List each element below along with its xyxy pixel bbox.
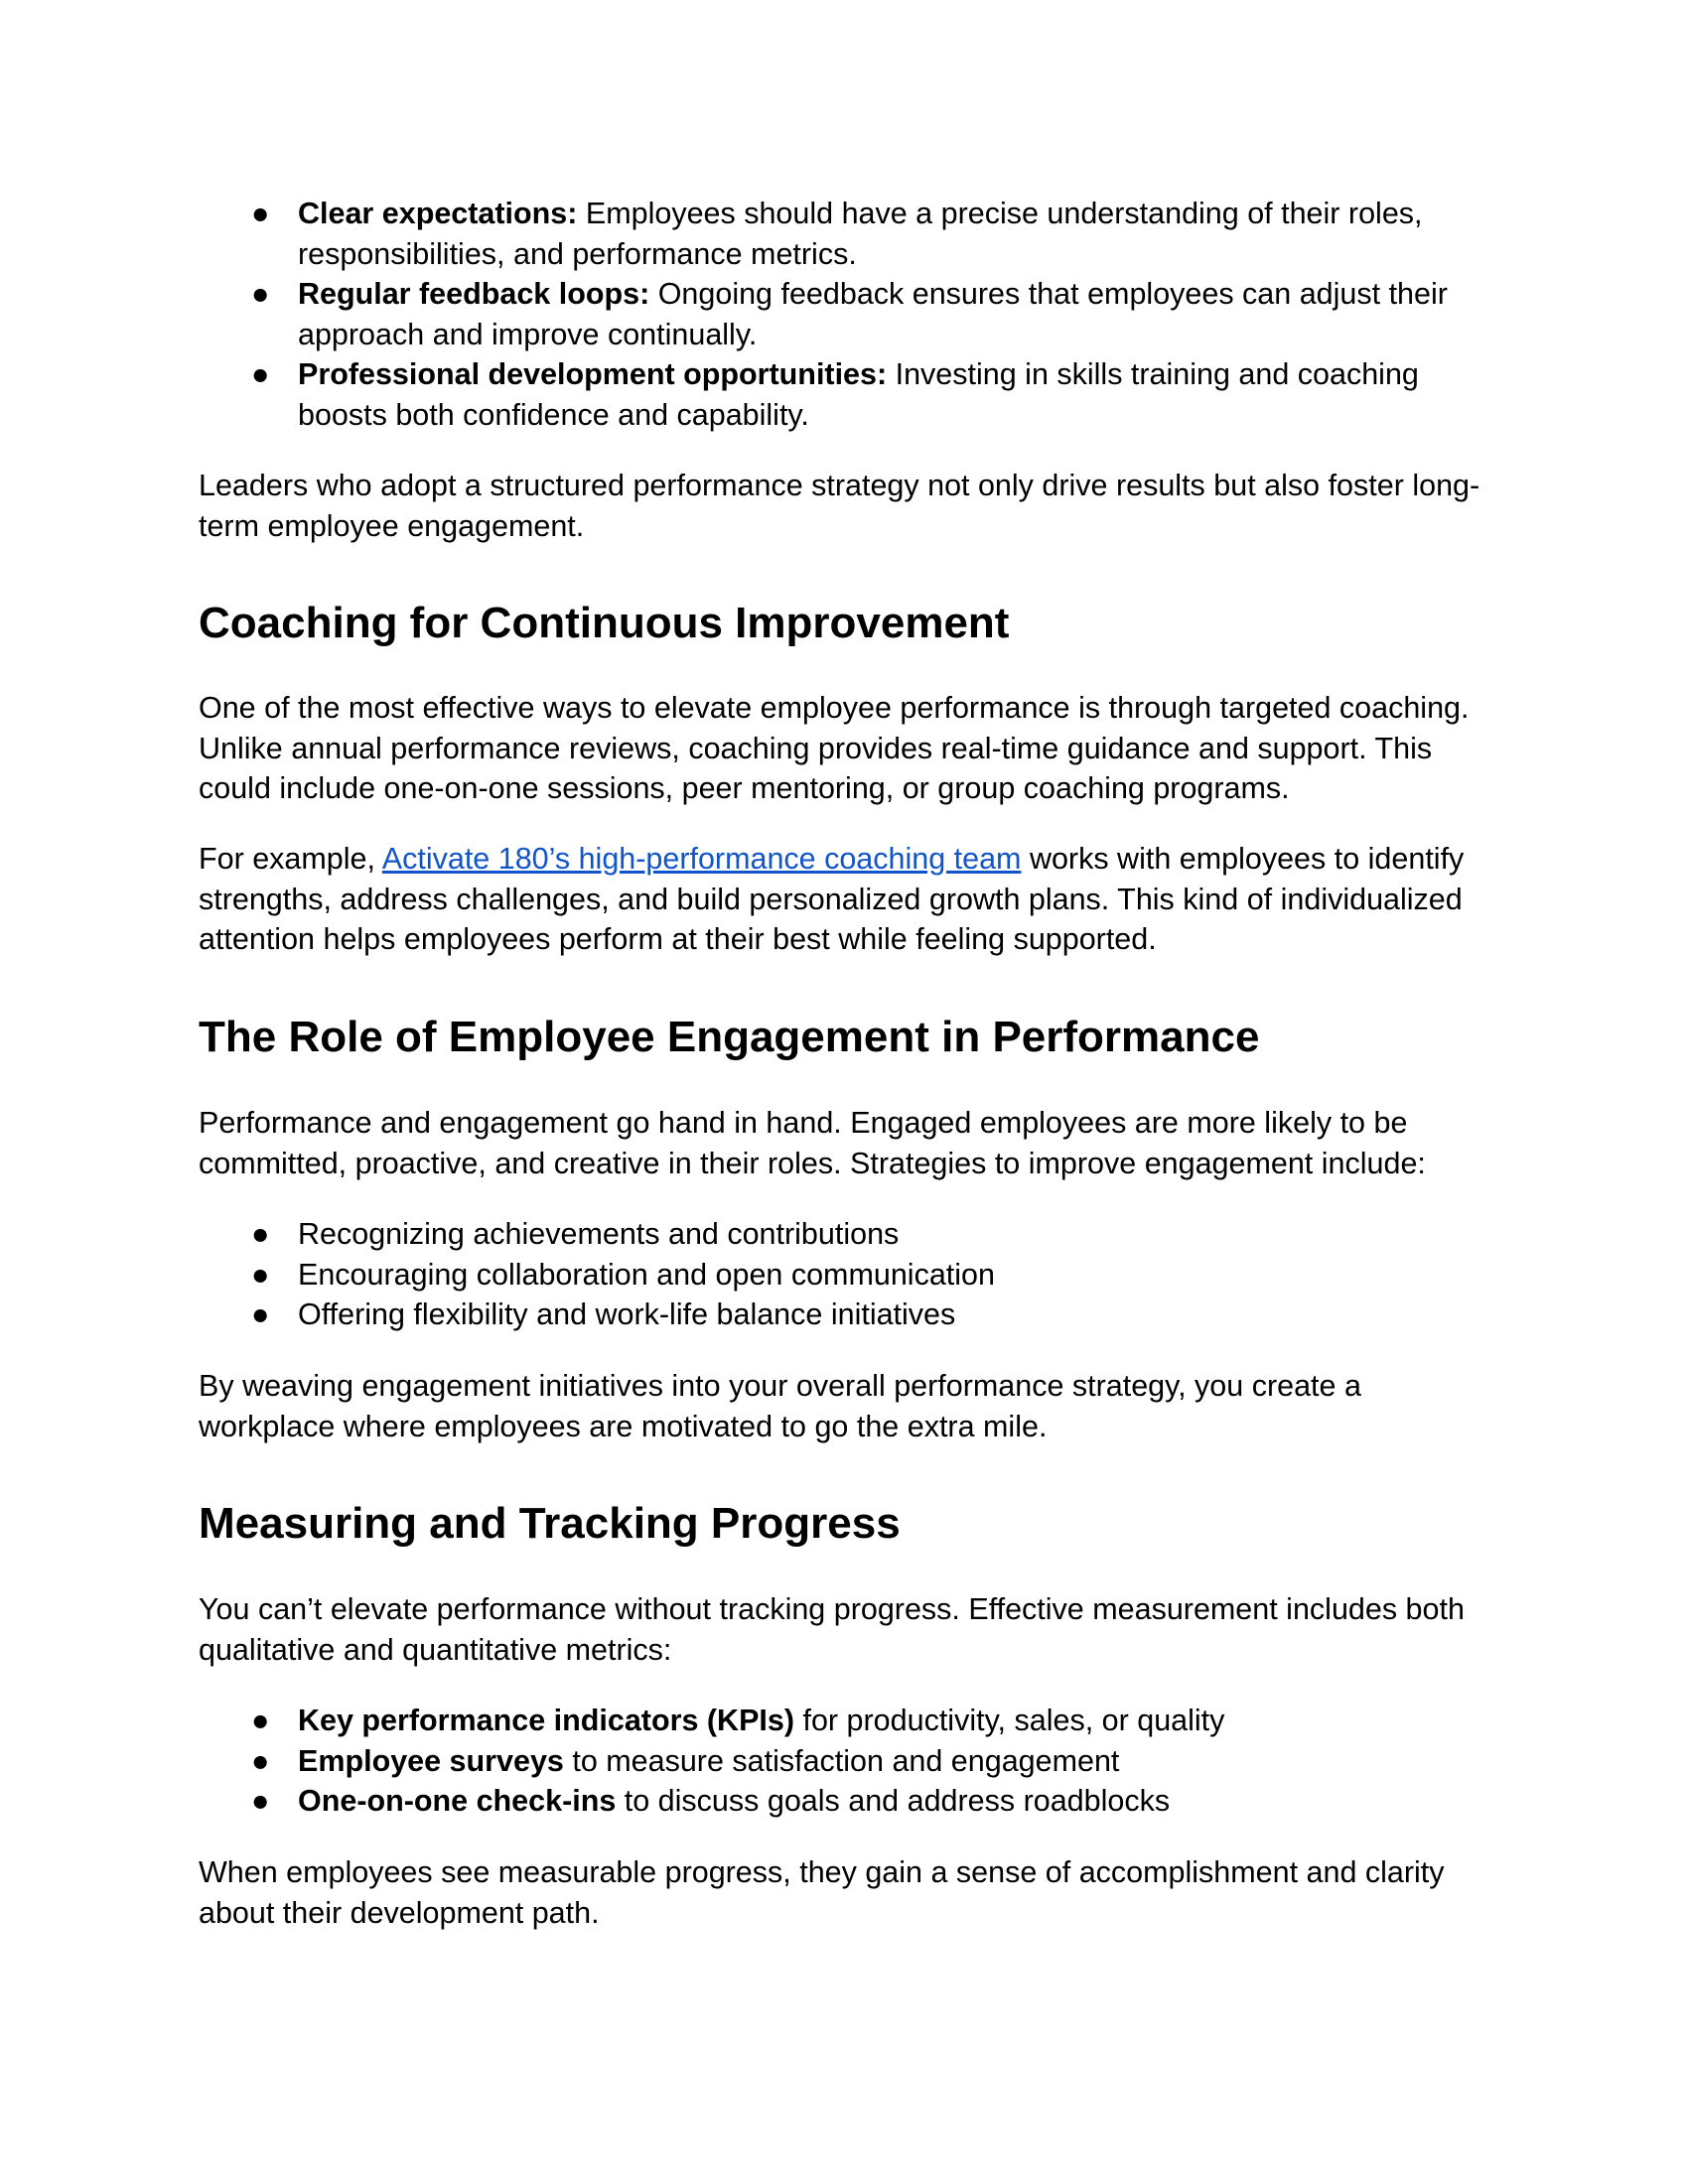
bullet-icon: ● [251, 277, 270, 311]
heading-coaching: Coaching for Continuous Improvement [199, 599, 1010, 647]
item-term: Key performance indicators (KPIs) [298, 1704, 795, 1737]
item-term: Regular feedback loops: [298, 277, 650, 311]
bullet-icon: ● [251, 1297, 270, 1331]
item-text: Offering flexibility and work-life balance initiatives [298, 1297, 956, 1331]
paragraph-final: When employees see measurable progress, they gain a sense of accomplishment and clarity about their development path. [199, 1855, 1445, 1930]
engagement-strategies-list [199, 1214, 1489, 1335]
item-text: to measure satisfaction and engagement [563, 1743, 1120, 1778]
item-text: Employees should have a precise understanding of their roles, responsibilities, and performance metrics. [298, 197, 1423, 271]
list-item [199, 1701, 1489, 1741]
heading-measuring: Measuring and Tracking Progress [199, 1499, 901, 1548]
bullet-icon: ● [251, 1217, 270, 1251]
item-text: for productivity, sales, or quality [794, 1704, 1225, 1737]
text: For example, [199, 842, 382, 876]
paragraph-engagement: Performance and engagement go hand in hand. Engaged employees are more likely to be committed, proactive, and creative in their roles. Strategies to improve engagement include: [199, 1106, 1426, 1180]
paragraph-coaching: One of the most effective ways to elevate employee performance is through targeted coaching. Unlike annual performance reviews, coaching provides real-time guidance and support. This could include one-on-one sessions, peer mentoring, or group coaching programs. [199, 691, 1470, 805]
item-term: One-on-one check-ins [298, 1784, 617, 1818]
item-term: Employee surveys [298, 1743, 564, 1778]
item-term: Professional development opportunities: [298, 357, 888, 391]
text: works with employees to identify strengths, address challenges, and build personalized growth plans. This kind of individualized attention helps employees perform at their best while feeling supported. [199, 842, 1465, 956]
list-item [199, 1781, 1489, 1822]
bullet-icon: ● [251, 197, 270, 230]
item-text: Recognizing achievements and contributions [298, 1217, 900, 1251]
list-item [199, 194, 1489, 274]
list-item [199, 1741, 1489, 1782]
bullet-icon: ● [251, 1743, 270, 1778]
list-item [199, 1255, 1489, 1296]
list-item [199, 1214, 1489, 1255]
bullet-icon: ● [251, 357, 270, 391]
list-item [199, 1295, 1489, 1335]
item-text: Investing in skills training and coaching boosts both confidence and capability. [298, 357, 1419, 432]
paragraph-leaders: Leaders who adopt a structured performance strategy not only drive results but also foster long-term employee engagement. [199, 469, 1480, 543]
coaching-team-link[interactable]: Activate 180’s high-performance coaching team [381, 842, 1022, 876]
item-text: Ongoing feedback ensures that employees can adjust their approach and improve continually. [298, 277, 1448, 351]
paragraph-measuring: You can’t elevate performance without tracking progress. Effective measurement includes both qualitative and quantitative metrics: [199, 1592, 1465, 1667]
list-item [199, 354, 1489, 435]
list-item [199, 274, 1489, 354]
metrics-list [199, 1701, 1489, 1822]
item-text: Encouraging collaboration and open communication [298, 1257, 995, 1292]
paragraph-example [199, 839, 1489, 960]
performance-strategy-list [199, 194, 1489, 435]
bullet-icon: ● [251, 1784, 270, 1818]
heading-engagement: The Role of Employee Engagement in Performance [199, 1013, 1260, 1061]
bullet-icon: ● [251, 1257, 270, 1292]
bullet-icon: ● [251, 1704, 270, 1737]
paragraph-weaving: By weaving engagement initiatives into your overall performance strategy, you create a workplace where employees are motivated to go the extra mile. [199, 1369, 1361, 1443]
item-text: to discuss goals and address roadblocks [616, 1784, 1171, 1818]
item-term: Clear expectations: [298, 197, 578, 230]
